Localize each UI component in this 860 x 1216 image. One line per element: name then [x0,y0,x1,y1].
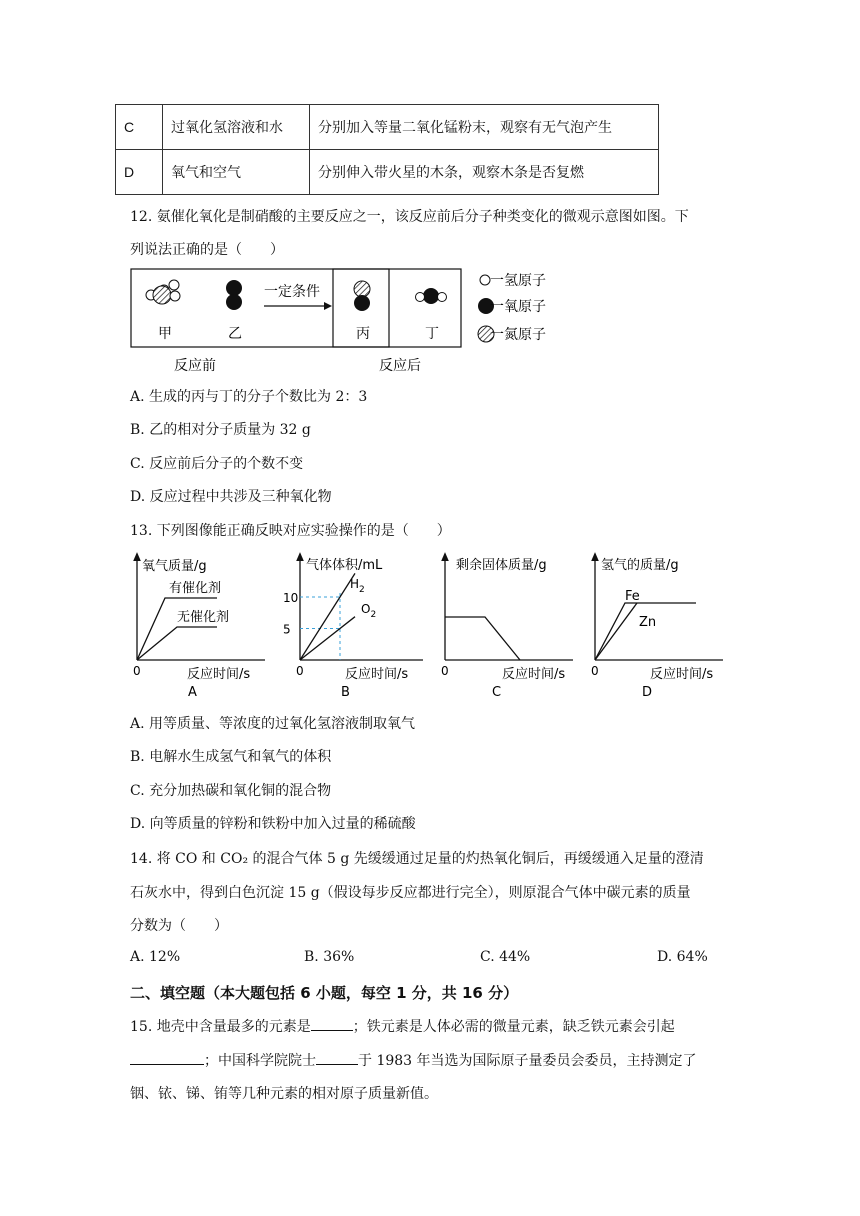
q14-line3: 分数为（ ） [130,918,228,934]
table-cell-method: 分别加入等量二氧化锰粉末，观察有无气泡产生 [310,105,659,150]
q15-text: ；铁元素是人体必需的微量元素，缺乏铁元素会引起 [352,1019,675,1035]
arrow-head-icon [324,302,332,310]
chart-panel-c [441,556,573,700]
product-label-ding: 丁 [425,326,439,342]
q14-option-a: A. 12% [130,949,181,965]
q13-option-c: C. 充分加热碳和氧化铜的混合物 [130,783,332,799]
axis-label-y: 氢气的质量/g [601,558,679,573]
table-cell-label: C [116,105,163,150]
water-molecule-icon [416,288,447,304]
q14-option-d: D. 64% [657,949,708,965]
oxygen-molecule-icon [226,280,242,310]
q12-option-d: D. 反应过程中共涉及三种氧化物 [130,489,332,505]
no-molecule-icon [354,281,370,311]
tick-label: 10 [283,591,299,605]
q13-option-a: A. 用等质量、等浓度的过氧化氢溶液制取氧气 [130,716,416,732]
origin-label: 0 [441,664,449,678]
panel-label: B [341,685,350,700]
table-cell-item: 氧气和空气 [163,150,310,195]
panel-label: C [492,685,502,700]
q15-line3: 铟、铱、锑、铕等几种元素的相对原子质量新值。 [130,1086,438,1102]
q12-option-a: A. 生成的丙与丁的分子个数比为 2：3 [130,389,368,405]
reaction-condition: 一定条件 [264,284,320,300]
q12-stem-line2: 列说法正确的是（ ） [130,242,284,258]
table-cell-label: D [116,150,163,195]
options-table [115,104,659,195]
reactant-label-jia: 甲 [158,326,172,342]
chart-panel-a [133,556,265,700]
series-line-h2 [300,573,355,660]
axis-label-x: 反应时间/s [502,667,566,682]
q13-option-b: B. 电解水生成氢气和氧气的体积 [130,749,332,765]
origin-label: 0 [591,664,599,678]
q12-stem-line1: 12. 氨催化氧化是制硝酸的主要反应之一，该反应前后分子种类变化的微观示意图如图。下 [130,209,689,225]
table-row [116,105,659,150]
tick-label: 5 [283,622,291,637]
chart-panel-b [283,556,423,700]
series-label: Fe [625,589,640,604]
q13-charts [125,550,735,705]
q15-text: 于 1983 年当选为国际原子量委员会委员，主持测定了 [358,1053,697,1069]
hydrogen-atom-icon [480,275,490,285]
series-line-zn [595,603,637,660]
table-cell-method: 分别伸入带火星的木条，观察木条是否复燃 [310,150,659,195]
ammonia-molecule-icon [146,280,180,304]
table-cell-item: 过氧化氢溶液和水 [163,105,310,150]
q14-line1: 14. 将 CO 和 CO₂ 的混合气体 5 g 先缓缓通过足量的灼热氧化铜后，再缓缓通入足量的澄清 [130,851,704,867]
origin-label: 0 [133,664,141,678]
axis-label-y: 气体体积/mL [306,558,383,573]
table-row [116,150,659,195]
legend-hydrogen: 一氢原子 [490,273,546,289]
series-label: $O_2$ [361,602,377,620]
panel-label: D [642,685,653,700]
origin-label: 0 [296,664,304,678]
answer-blank[interactable] [316,1050,358,1065]
product-label-bing: 丙 [356,326,370,342]
q13-option-d: D. 向等质量的锌粉和铁粉中加入过量的稀硫酸 [130,816,416,832]
q14-option-c: C. 44% [480,949,531,965]
series-line-o2 [300,617,355,660]
panel-label: A [188,685,197,700]
series-line-fe [595,603,696,660]
q15-text: ；中国科学院院士 [204,1053,316,1069]
before-label: 反应前 [174,358,216,374]
legend-nitrogen: 一氮原子 [490,327,546,343]
after-box [333,269,461,347]
series-label: Zn [639,615,657,630]
series-label: $H_2$ [350,577,365,595]
q12-option-b: B. 乙的相对分子质量为 32 g [130,422,311,438]
chart-panel-d [591,556,723,700]
axis-label-x: 反应时间/s [187,667,251,682]
q14-line2: 石灰水中，得到白色沉淀 15 g（假设每步反应都进行完全），则原混合气体中碳元素的质量 [130,885,691,901]
answer-blank[interactable] [130,1050,204,1065]
series-label: 无催化剂 [177,610,230,625]
q12-option-c: C. 反应前后分子的个数不变 [130,456,304,472]
series-label: 有催化剂 [169,581,222,596]
section-heading: 二、填空题（本大题包括 6 小题，每空 1 分，共 16 分） [130,984,519,1002]
legend-oxygen: 一氧原子 [490,299,546,315]
reaction-diagram [128,266,568,378]
axis-label-x: 反应时间/s [650,667,714,682]
q15-text: 15. 地壳中含量最多的元素是 [130,1019,311,1035]
answer-blank[interactable] [311,1016,353,1031]
q14-option-b: B. 36% [304,949,355,965]
series-line-solid-mass [445,617,520,660]
reactant-label-yi: 乙 [228,326,242,342]
q15-line1 [130,1016,675,1036]
axis-label-y: 剩余固体质量/g [456,558,547,573]
after-label: 反应后 [379,358,421,374]
q13-stem: 13. 下列图像能正确反映对应实验操作的是（ ） [130,523,451,539]
axis-label-y: 氧气质量/g [142,559,207,574]
axis-label-x: 反应时间/s [345,667,409,682]
q15-line2 [130,1050,697,1070]
